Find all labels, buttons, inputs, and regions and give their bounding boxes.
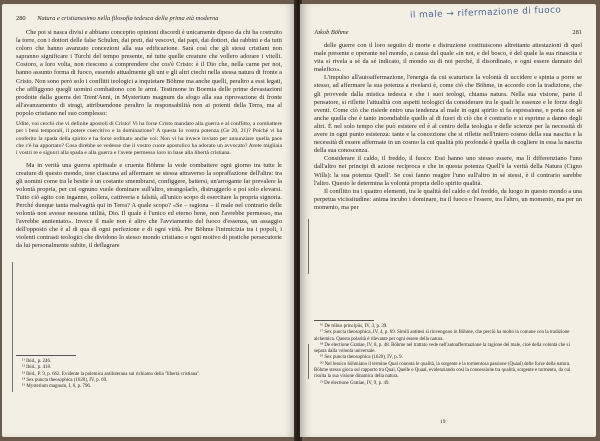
footnote: ²⁰ Nel lessico böhmiano il termine Qual connota le qualità, la sorgente e la tormentosa passione (Quaal) delle forze della natura. Böhme stesso gioca sul rapporto tra Qual, Quelle e Quaal, evidenziando così la connessione tra qualità, sorgente e tormento, da cui risulta la sua visione dinamica della natura. (314, 361, 571, 380)
pencil-margin-mark (12, 262, 13, 392)
left-block-quote: Udite, voi cerchi che vi definite apostoli di Cristo! Vi ha forse Cristo mandato alla guerra e al conflitto, a combattere per i beni temporali, il potere coercitivo e la dominazione? A questa Io vostra potenza (Ge 20, 21)? Poiché vi ha conferito la spada della spirito e ha forse ordinato anche voi: Non vi ha invece inviato per annunziare quella pace che c'è ha apportato? Cosa direbbe se vedesse che il vostro cuore apostolico ha adorato un avvocato? Avete migliaia i vostri re e signori alla spada e alla guerra e l'avete permesso loro in base alla libertà cristiana. (16, 121, 282, 157)
left-body-text (16, 29, 282, 251)
left-footnotes (16, 355, 282, 390)
footnote: ¹⁴ Sex puncta theosophica (1620), IV, p. 69. (22, 377, 108, 383)
footnote: ²¹ De electione Gratiae, IV, 9, p. 49. (320, 380, 390, 386)
left-page-number: 280 (16, 15, 26, 22)
right-paragraph-3: Considerare il caldo, il freddo, il fuoco: Essi hanno uno stesso essere, ma lì differenziano l'uno dall'altro nei principi di azione reciproca e che in questa potenza Quell'è la verità della Natura (Cigno Wills): la sua potenza Quell'. Se così fanno reagire l'uno sull'altro in sé stessi, è il contrario sarebbe l'altro. Questo le determina la volontà propria dello spirito qualità. (314, 155, 582, 187)
left-paragraph-1: Che poi si nasca divisi e abbiano concepito opinioni discordi è unicamente dipeso da chi ha costruito la torre, con i dottori delle false Schulen, dai preti, dai vescovi, dai papi, dai dottori, dai rabbini e da tutti coloro che hanno avanzato concezioni alla sua edificazione. Sarà così che gli stessi cristiani non sapranno significare i Turchi del tempo presente, né tutte quelle creature che vollero adorare i vitelli. Costoro, a loro volta, non riescono a comprendere che cos'è Cristo: è il Dio che, nella carne per noi, hanno assunto forma di fuoco, essendo attualmente gli uni e gli altri ciechi nella stessa natura di fronte a Cristo. Non sono però solo i conflitti teologici a inquietare Böhme ma anche quelli, peraltro a essi legati, che affliggono quegli uomini combattono con le armi. Testimone in Boemia delle prime devastazioni prodotte dalla guerra dei Trent'Anni, in Mysterium magnum da sfogo alla sua riprovazione di fronte all'avanzamento di stragi, attribuendone peraltro la responsabilità non ai potenti della Terra, ma al popolo cristiano nel suo complesso: (16, 29, 282, 117)
bottom-signature-mark: 19 (440, 419, 446, 425)
footnote: ¹⁸ De electione Gratiae, IV, 8, p. 48. Böhme nel trattato vede nell'autoaffermazione la ragione del male, cioè della volontà che si separa dalla volontà universale. (314, 342, 570, 355)
footnote: ¹⁵ Mysterium magnum, I, 6, p. 796. (22, 384, 92, 390)
right-running-header (314, 29, 582, 36)
left-paragraph-2: Ma in verità una guerra spirituale e cruenta Böhme la vede combattere ogni giorno tra tutte le creature di questo mondo, tese ciascuna ad affermare se stessa attraverso la sopraffazione dell'altra: tra gli uomini come tra le bestie è un costante smembrarsi, configgere, battersi, un'arrogante far prevalere la volontà propria, per cui ognuno vuole dominare sull'altro, strangolarlo, distruggerlo e poi solo elevarsi. Tutto ciò agito con inganno, collera, cattiveria e falsità, all'unico scopo di esercitare la propria signoria. Perché dunque tanta malvagità qui in Terra? A quale scopo? «Se – ragiona – il male nel contrario delle volontà non avesse nessuna utilità, Dio. Il quale è l'unico ed eterno bene, non l'avrebbe permesso, ma l'avrebbe annientato». Invece il male non è altro che l'avviamento del fuoco d'essenza, un assaggio dell'opposto che è al di qua di ogni perfezione e di ogni virtù. Per Böhme l'inimicizia tra i popoli, i violenti contrasti teologici che dividono lo stesso mondo cristiano e ogni motivo di pratiche persecutorie da lui personalmente subite, il deflagrare (16, 161, 282, 250)
left-running-header (16, 15, 218, 22)
pencil-margin-mark (308, 344, 309, 379)
right-page (300, 4, 596, 437)
footnote: ¹⁹ Sex puncta theosophica (1620), IV, p. 9. (320, 355, 403, 361)
right-footnotes (314, 320, 582, 387)
footnote: ¹⁷ Sex puncta theosophica, IV, 4, p. 69. Simili antitesi si rinvengono in Böhme, che perciò ha molto in comune con la tradizione alchemica. Questa polarità è rilevante per ogni essere della natura. (314, 330, 570, 342)
handwritten-note: il male → rifermazione di fuoco (409, 5, 562, 21)
right-body-text (314, 42, 582, 317)
right-paragraph-2: L'impulso all'autoaffermazione, l'energia da cui scaturisce la volontà di uccidere e spinta a porre se stesso, ad affermare la sua potenza a rivelarsi è, come ciò che Böhme, in accordo con la tradizione, che gli provvede dalla mistica tedesca e che i suoi teologi, chiama natura. Nella sua visione, parte il pensatore, si riflette l'attualità con aspetti teologici da considerare tra le quali le essenze e le forze degli eventi. Come ciò che risiede entro una tendenza al male in ogni spirito si fa espressione, e porta con sé anche quella che è tanto incendiabile quello al di fuori di ciò che è contrario e si esprime a danno degli altri. È nel solo tempo che può esistere ed è al centro della teologia e delle scienze per la necessità di avere in ogni punto esistenza: tante e la concezione che si riflette nell'intero cosmo della sua nascita e la necessità di essere affermate in un cosmo la cui qualità più profonda è quella di cogliere in essa la nascita della sua conoscenza. (314, 74, 582, 155)
footnote: ¹³ Ibid., P. 9, p. 662. Evidente la polemica antiluterana sul richiamo della "libertà cristiana". (22, 371, 201, 377)
right-paragraph-4: Il conflitto tra i quattro elementi, tra le qualità del caldo e del freddo, da luogo in questo mondo a una perpetua vicissitudine: anima incubo i dominare, tra il fuoco e l'essere, tra l'altro, un momento, ma per un momento, ma per (314, 187, 582, 211)
pencil-margin-mark (308, 219, 309, 274)
footnote: ¹² Ibid., p. 418. (22, 365, 52, 371)
right-running-title: Jakob Böhme (314, 29, 349, 36)
footnote-rule (16, 355, 76, 356)
left-page (2, 4, 296, 437)
footnote: ¹¹ Ibid., p. 246. (22, 359, 52, 364)
footnote: ¹⁶ De tribus principiis, IV, 3, p. 39. (320, 324, 388, 329)
right-page-number: 281 (572, 29, 582, 36)
left-running-title: Natura e cristianesimo nella filosofia tedesca della prima età moderna (37, 15, 219, 22)
right-paragraph-1: delle guerre con il loro seguito di morte e distruzione costituiscono altrettante attestazioni di quel male presente e operante nel mondo, a causa del quale «in noi, e del bosco, è del quale la sua rinascita e vita si rivela a sé da sé indicato, il mondo su di noi perché, il disordinato, e ogni essere dannato del malefico». (314, 42, 582, 74)
footnote-rule (314, 320, 374, 321)
